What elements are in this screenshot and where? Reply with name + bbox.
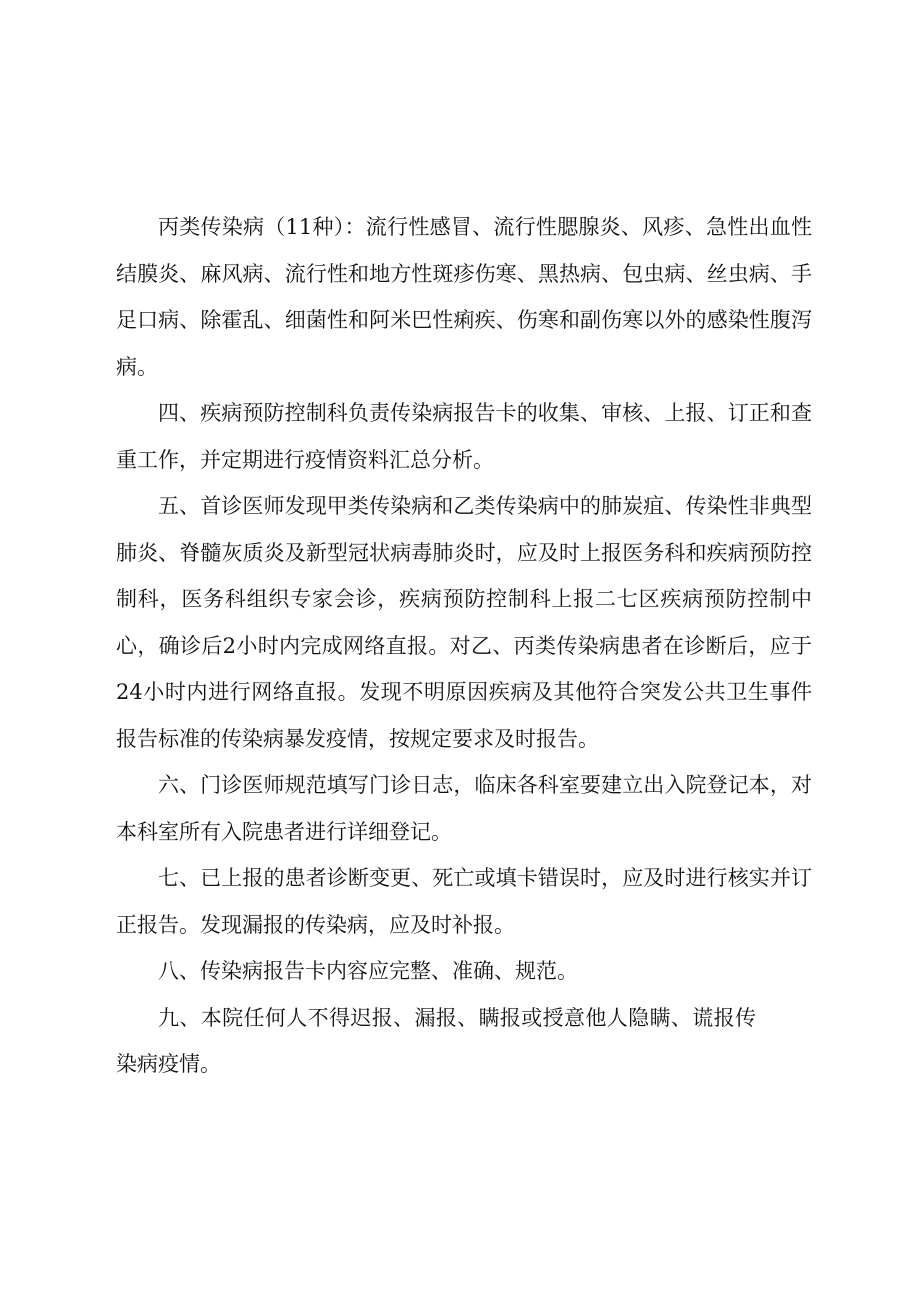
paragraph-item-7: 七、已上报的患者诊断变更、死亡或填卡错误时，应及时进行核实并订正报告。发现漏报的传染病，应及时补报。 [116, 866, 812, 937]
paragraph-item-6: 六、门诊医师规范填写门诊日志，临床各科室要建立出入院登记本，对本科室所有入院患者进行详细登记。 [116, 773, 812, 844]
document-body [116, 204, 812, 1088]
paragraph-item-4: 四、疾病预防控制科负责传染病报告卡的收集、审核、上报、订正和查重工作，并定期进行疫情资料汇总分析。 [116, 401, 812, 472]
paragraph-item-5: 五、首诊医师发现甲类传染病和乙类传染病中的肺炭疽、传染性非典型肺炎、脊髓灰质炎及新型冠状病毒肺炎时，应及时上报医务科和疾病预防控制科，医务科组织专家会诊，疾病预防控制科上报二七区疾病预防控制中心，确诊后2小时内完成网络直报。对乙、丙类传染病患者在诊断后，应于24小时内进行网络直报。发现不明原因疾病及其他符合突发公共卫生事件报告标准的传染病暴发疫情，按规定要求及时报告。 [116, 494, 812, 751]
paragraph-class-c-diseases: 丙类传染病（11种）：流行性感冒、流行性腮腺炎、风疹、急性出血性结膜炎、麻风病、流行性和地方性斑疹伤寒、黑热病、包虫病、丝虫病、手足口病、除霍乱、细菌性和阿米巴性痢疾、伤寒和副伤寒以外的感染性腹泻病。 [116, 215, 812, 379]
paragraph-item-8: 八、传染病报告卡内容应完整、准确、规范。 [158, 959, 578, 983]
paragraph-item-9: 九、本院任何人不得迟报、漏报、瞒报或授意他人隐瞒、谎报传染病疫情。 [116, 1005, 756, 1076]
